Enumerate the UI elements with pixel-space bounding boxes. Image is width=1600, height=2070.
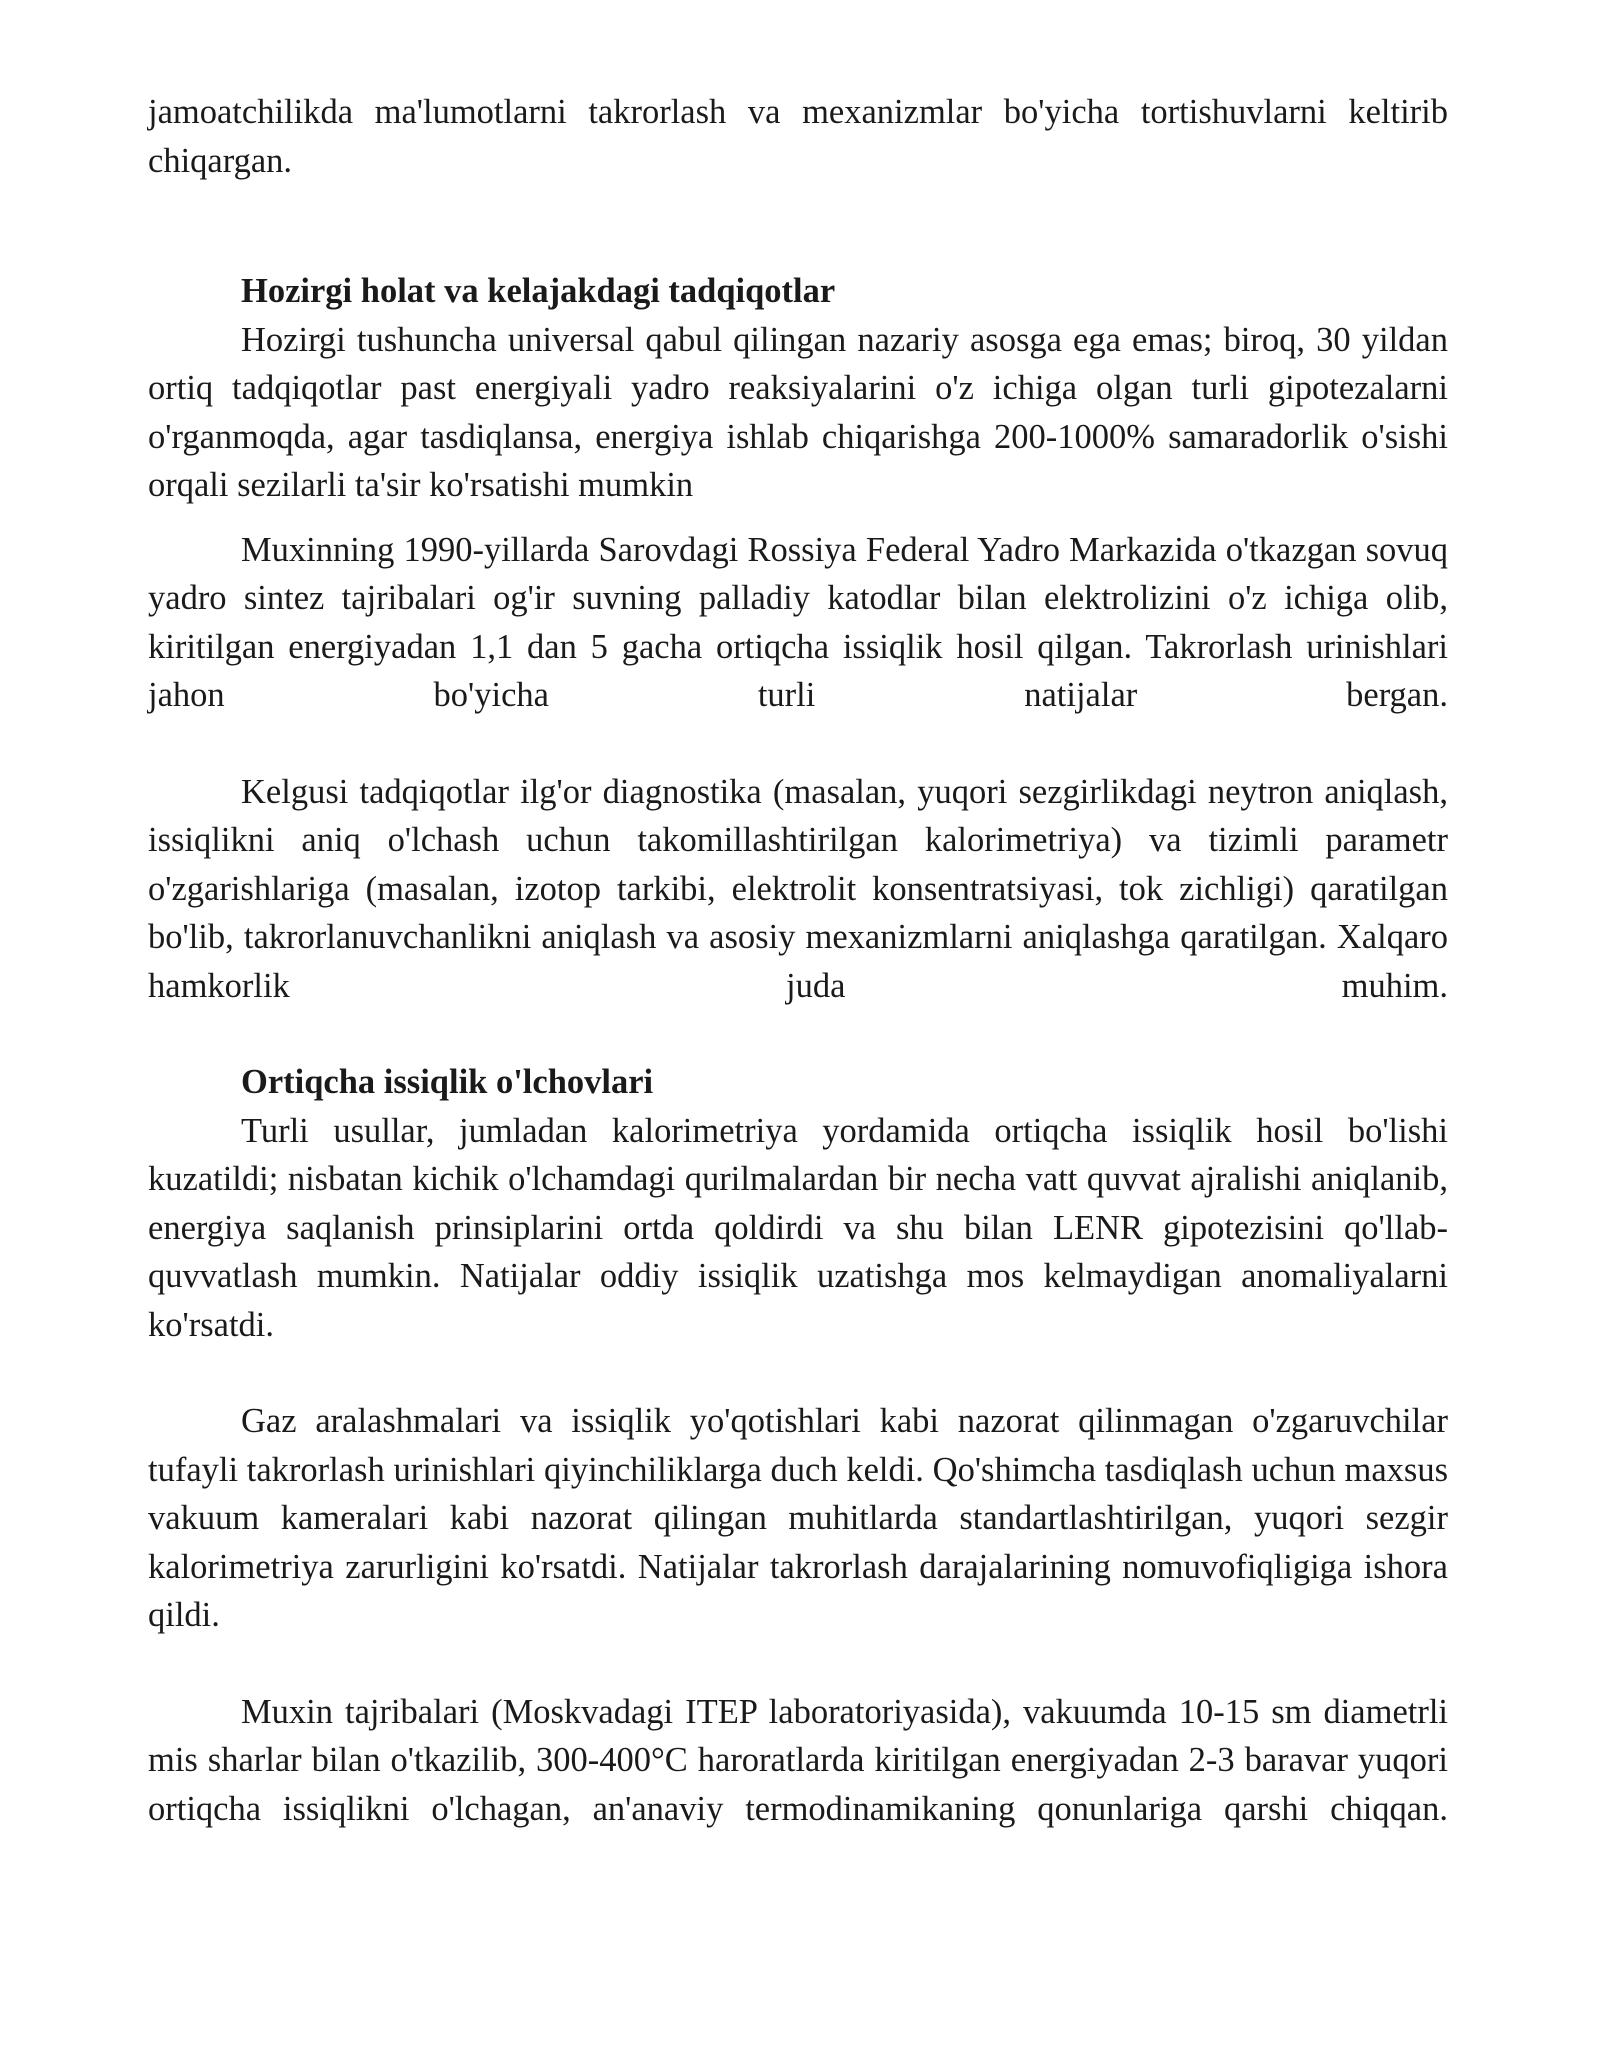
spacer [148,510,1448,526]
paragraph-current-understanding: Hozirgi tushuncha universal qabul qilingan nazariy asosga ega emas; biroq, 30 yildan ortiq tadqiqotlar past energiyali yadro reaksiyalarini o'z ichiga olgan turli gipotezalarni o'rganmoqda, agar tasdiqlansa, energiya ishlab chiqarishga 200-1000% samaradorlik o'sishi orqali sezilarli ta'sir ko'rsatishi mumkin [148,320,1448,504]
paragraph-excess-heat-methods: Turli usullar, jumladan kalorimetriya yordamida ortiqcha issiqlik hosil bo'lishi kuzatildi; nisbatan kichik o'lchamdagi qurilmalardan bir necha vatt quvvat ajralishi aniqlanib, energiya saqlanish prinsiplarini ortda qoldirdi va shu bilan LENR gipotezisini qo'llab-quvvatlash mumkin. Natijalar oddiy issiqlik uzatishga mos kelmaydigan anomaliyalarni ko'rsatdi. [148,1111,1448,1344]
spacer [148,1010,1448,1058]
paragraph-mukhin-experiments: Muxinning 1990-yillarda Sarovdagi Rossiya Federal Yadro Markazida o'tkazgan sovuq yadro sintez tajribalari og'ir suvning palladiy katodlar bilan elektrolizini o'z ichiga olib, kiritilgan energiyadan 1,1 dan 5 gacha ortiqcha issiqlik hosil qilgan. Takrorlash urinishlari jahon bo'yicha turli natijalar bergan. [148,530,1448,714]
paragraph-future-research: Kelgusi tadqiqotlar ilg'or diagnostika (masalan, yuqori sezgirlikdagi neytron aniqlash, issiqlikni aniq o'lchash uchun takomillashtirilgan kalorimetriya) va tizimli parametr o'zgarishlariga (masalan, izotop tarkibi, elektrolit konsentratsiyasi, tok zichligi) qaratilgan bo'lib, takrorlanuvchanlikni aniqlash va asosiy mexanizmlarni aniqlashga qaratilgan. Xalqaro hamkorlik juda muhim. [148,772,1448,1005]
spacer [148,720,1448,768]
spacer [148,1349,1448,1397]
spacer [148,185,1448,267]
document-page [148,88,1448,1833]
section-heading-current-state: Hozirgi holat va kelajakdagi tadqiqotlar [241,272,836,310]
section-heading-excess-heat: Ortiqcha issiqlik o'lchovlari [241,1063,654,1101]
paragraph-continuation: jamoatchilikda ma'lumotlarni takrorlash va mexanizmlar bo'yicha tortishuvlarni keltirib chiqargan. [148,93,1448,180]
paragraph-replication-difficulties: Gaz aralashmalari va issiqlik yo'qotishlari kabi nazorat qilinmagan o'zgaruvchilar tufayli takrorlash urinishlari qiyinchiliklarga duch keldi. Qo'shimcha tasdiqlash uchun maxsus vakuum kameralari kabi nazorat qilingan muhitlarda standartlashtirilgan, yuqori sezgir kalorimetriya zarurligini ko'rsatdi. Natijalar takrorlash darajalarining nomuvofiqligiga ishora qildi. [148,1402,1448,1634]
paragraph-itep-experiments: Muxin tajribalari (Moskvadagi ITEP laboratoriyasida), vakuumda 10-15 sm diametrli mis sharlar bilan o'tkazilib, 300-400°C haroratlarda kiritilgan energiyadan 2-3 baravar yuqori ortiqcha issiqlikni o'lchagan, an'anaviy termodinamikaning qonunlariga qarshi chiqqan. [148,1692,1448,1828]
spacer [148,1640,1448,1688]
